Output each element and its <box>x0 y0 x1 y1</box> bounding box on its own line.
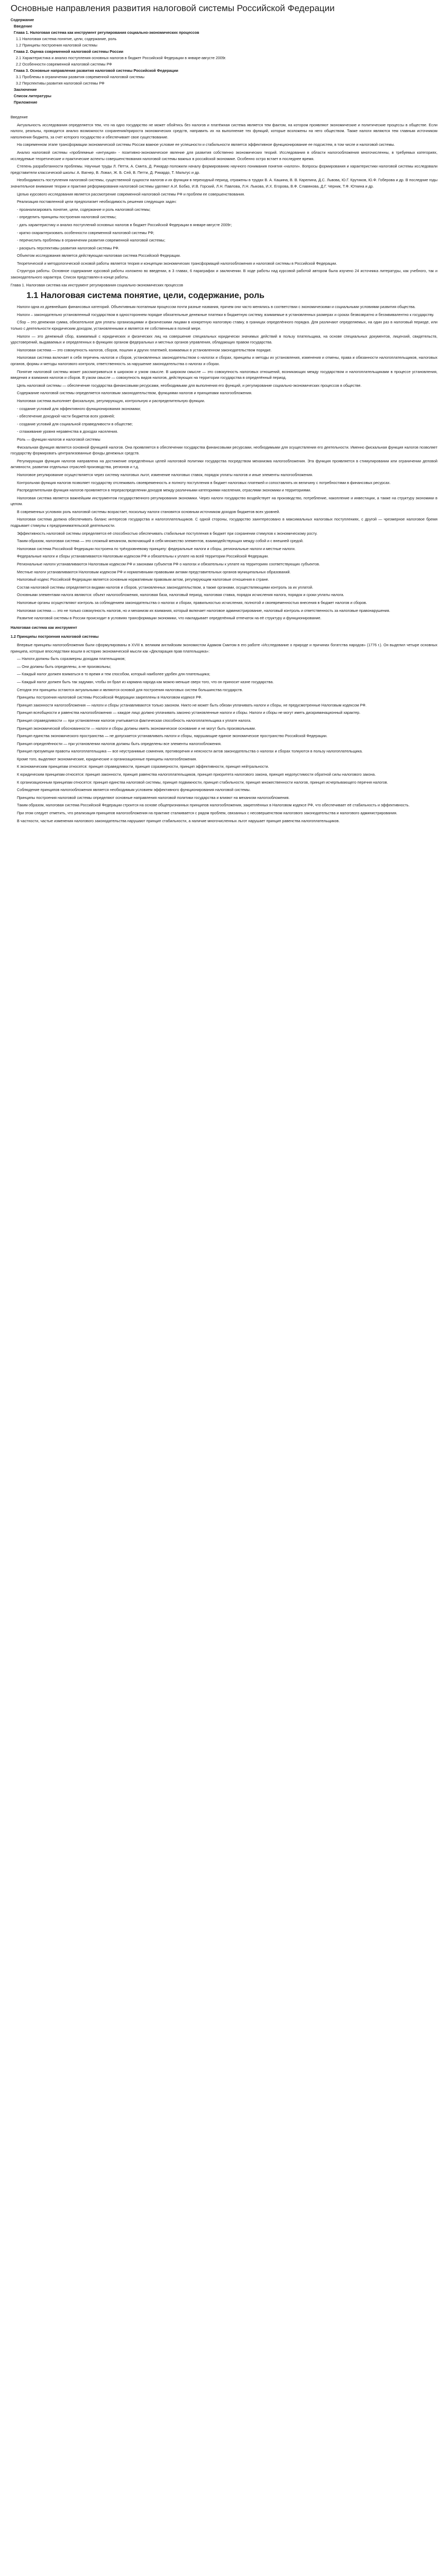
document-title: Основные направления развития налоговой системы Российской Федерации <box>11 3 335 13</box>
intro-paragraph: - кратко охарактеризовать особенности современной налоговой системы РФ; <box>17 230 154 235</box>
section-1-2-paragraph: — Каждый налог должен быть так задуман, чтобы он брал из кармана народа как можно меньше сверх того, что он приносит казне государства. <box>17 679 274 684</box>
section-1-2-paragraph: При этом следует отметить, что реализация принципов налогообложения на практике сталкивается с рядом проблем, связанных с несовершенством налогового законодательства и налогового администрирования. <box>17 811 397 816</box>
section-1-1-paragraph: Состав налоговой системы определяется видами налогов и сборов, установленных законодательством, а также органами, осуществляющими контроль за их уплатой. <box>17 584 313 590</box>
toc-item[interactable]: Список литературы <box>14 94 51 98</box>
section-1-1-paragraph: Налоговая система Российской Федерации построена по трёхуровневому принципу: федеральные налоги и сборы, региональные налоги и местные налоги. <box>17 546 296 551</box>
chapter1-breadcrumb: Глава 1. Налоговая система как инструмент регулирования социально-экономических процессов <box>11 282 184 287</box>
chapter1 <box>11 282 437 289</box>
intro-paragraph: Целью курсового исследования является рассмотрение современной налоговой системы РФ и проблем ее совершенствования. <box>17 191 245 197</box>
section-1-1-paragraph: Налоговая система является важнейшим инструментом государственного регулирования экономики. Через налоги государство воздействует на производство, потребление, накопление и инвестиции, а также на структуру экономики в целом. <box>11 495 437 507</box>
intro-paragraph: Необходимость поступления налоговой системы, существенной сущности налогов и их функции в переходный период, отражены в трудах В. А. Кашина, В. В. Карелина, Д.С. Львова, Ю.Г. Крутиков, Ю.Ф. Гоберова и др. В последние годы значительное внимание теории и практике реформирования налоговой системы уделяют А.И. Бобко, И.В. Горский, Л.Н. Павлова, Л.Н. Лыкова, И.Х. Егорова, В.Ф. Славянова, Д.Г. Черник, Т.Ф. Юткина и др. <box>11 178 437 189</box>
table-of-contents <box>11 17 437 110</box>
section-1-1-paragraph: Налоги — это денежный сбор, взимаемый с юридических и физических лиц на совершение специальных юридически значимых действий в пользу плательщика, на основе специальных документов, лицензий, свидетельств, удостоверений, выдаваемых и определенных в функциях органом федеральных и местных органов управления, обладающих правом государства. <box>11 333 437 345</box>
section-1-1-paragraph: Роль — функции налогов и налоговой системы <box>17 436 100 442</box>
section-1-2-paragraph: Принцип единства экономического пространства — не допускается устанавливать налоги и сборы, нарушающие единое экономическое пространство Российской Федерации. <box>17 733 328 739</box>
toc-item[interactable]: Глава 3. Основные направления развития налоговой системы Российской Федерации <box>14 68 178 73</box>
section-1-1-paragraph: Распределительная функция налогов проявляется в перераспределении доходов между различными категориями населения, отраслями экономики и территориями. <box>17 488 312 493</box>
section-1-1-body <box>11 304 437 621</box>
toc-item[interactable]: Введение <box>14 24 32 29</box>
section-1-2-paragraph: Принципы построения налоговой системы определяют основные направления налоговой политики государства и влияют на механизм налогообложения. <box>17 795 290 800</box>
section-1-1-paragraph: Налоговая система выполняет фискальную, регулирующую, контрольную и распределительную функции. <box>17 398 205 403</box>
toc-heading: Содержание <box>11 17 34 22</box>
section-1-2-paragraph: — Каждый налог должен взиматься в то время и тем способом, который наиболее удобен для плательщика; <box>17 672 211 677</box>
section-1-1-paragraph: - обеспечение доходной части бюджетов всех уровней; <box>17 414 115 419</box>
intro-paragraph: Объектом исследования является действующая налоговая система Российской Федерации. <box>17 253 181 258</box>
section-1-1-paragraph: Понятие налоговой системы может рассматриваться в широком и узком смысле. В широком смысле — это совокупность налоговых отношений, возникающих между государством и налогоплательщиками в процессе установления, введения и взимания налогов и сборов. В узком смысле — совокупность видов налогов, действующих на территории государства в определённый период. <box>11 369 437 380</box>
section-1-2-paragraph: Принцип законности налогообложения — налоги и сборы устанавливаются только законом. Никто не может быть обязан уплачивать налоги и сборы, не предусмотренные Налоговым кодексом РФ. <box>17 702 367 708</box>
section-1-2-paragraph: Принципы построения налоговой системы Российской Федерации закреплены в Налоговом кодексе РФ. <box>17 695 203 700</box>
section-1-2-paragraph: Сегодня эти принципы остаются актуальными и являются основой для построения налоговых систем большинства государств. <box>17 687 243 692</box>
section-1-1-paragraph: Сбор – это денежная сумма, обязательное для уплаты организациями и физическими лицами в конкретную налоговую ставку, в границах определённого порядка. Для различают определяемых, на один раз в налоговый периоде, или только с деятельности юридическим доходом, установленными и является ее собственным в полной мере. <box>11 320 437 331</box>
intro-paragraph: Структура работы. Основное содержание курсовой работы изложено во введении, в 3 главах, 6 параграфах и заключении. В ходе работы над курсовой работой автором была изучено 24 источника литературы, как учебного, так и законодательного характера. Список представлен в конце работы. <box>11 268 437 280</box>
section-1-1-paragraph: Налоговое регулирование осуществляется через систему налоговых льгот, изменение налоговых ставок, порядок уплаты налогов и иные элементы налогообложения. <box>17 472 313 477</box>
section-1-2-title: 1.2 Принципы построения налоговой системы <box>11 634 99 639</box>
intro-paragraph: - проанализировать понятие, цели, содержание и роль налоговой системы; <box>17 207 151 212</box>
section-1-1-paragraph: Налоговая система включает в себя перечень налогов и сборов, установленных законодательством о налогах и сборах, принципы и методы их установления, изменения и отмены, права и обязанности налогоплательщиков, налоговых органов, формы и методы налогового контроля, ответственность за нарушение законодательства о налогах и сборах. <box>11 355 437 366</box>
section-1-2-paragraph: Принцип экономической обоснованности — налоги и сборы должны иметь экономическое основание и не могут быть произвольными. <box>17 726 256 731</box>
section-1-1-paragraph: - сглаживание уровня неравенства в доходах населения. <box>17 429 118 434</box>
intro-paragraph: Реализация поставленной цели предполагает необходимость решения следующих задач: <box>17 199 177 204</box>
section-1-2-paragraph: — Они должны быть определены, а не произвольны; <box>17 664 112 669</box>
section-1-2-paragraph: Впервые принципы налогообложения были сформулированы в XVIII в. великим английским экономистом Адамом Смитом в его работе «Исследование о природе и причинах богатства народов» (1776 г.). Он выделил четыре основных принципа, которые впоследствии вошли в историю экономической мысли как «Декларация прав плательщика»: <box>11 642 437 654</box>
section-1-1-paragraph: - создание условий для социальной справедливости в обществе; <box>17 421 133 426</box>
section-1-2-paragraph: Кроме того, выделяют экономические, юридические и организационные принципы налогообложения. <box>17 756 197 761</box>
intro-paragraph: Анализ налоговой системы «проблемные «интуиция» - позитивно-экономическое явление для развития собственно экономических теорий. Исследования в области налогообложения многочисленны, в требуемых категориях, исследуемые теоретические и практические аспекты совершенствования налоговой системы важных в российской экономике. Особенно остро встает в последнее время. <box>11 150 437 161</box>
section-1-1-paragraph: Местные налоги устанавливаются Налоговым кодексом РФ и нормативными правовыми актами представительных органов муниципальных образований. <box>17 569 291 574</box>
section-1-1-paragraph: Таким образом, налоговая система — это сложный механизм, включающий в себя множество элементов, взаимодействующих между собой и с внешней средой. <box>17 538 304 544</box>
section-1-2 <box>11 625 437 824</box>
section-1-1-paragraph: Налоговая система должна обеспечивать баланс интересов государства и налогоплательщиков. С одной стороны, государство заинтересовано в максимальных налоговых поступлениях, с другой — чрезмерное налоговое бремя подрывает стимулы к предпринимательской деятельности. <box>11 517 437 528</box>
toc-item[interactable]: Заключение <box>14 87 37 92</box>
section-1-1-paragraph: Налоговый кодекс Российской Федерации является основным нормативным правовым актом, регулирующим налоговые отношения в стране. <box>17 577 269 582</box>
section-1-1-paragraph: Налоговая система — это не только совокупность налогов, но и механизм их взимания, который включает налоговое администрирование, налоговый контроль и ответственность за налоговые правонарушения. <box>17 608 390 613</box>
intro-paragraph: - дать характеристику и анализ поступлений основных налогов в бюджет Российской Федерации в январе-августе 2009г; <box>17 222 232 227</box>
section-1-2-paragraph: В частности, частые изменения налогового законодательства нарушают принцип стабильности, а наличие многочисленных льгот нарушает принцип равенства налогоплательщиков. <box>17 818 340 823</box>
section-1-2-paragraph: Принцип справедливости — при установлении налогов учитывается фактическая способность налогоплательщика к уплате налога. <box>17 718 252 723</box>
toc-item[interactable]: Глава 1. Налоговая система как инструмент регулирования социально-экономических процессов <box>14 30 199 35</box>
section-1-1-paragraph: Налоги одна из древнейших финансовых категорий. Объективным поэтапным процессом почти разные названия, причем они часто менялись в соответствии с экономическими и социальными условиями развития общества. <box>17 304 416 310</box>
section-1-2-paragraph: Принцип всеобщности и равенства налогообложения — каждое лицо должно уплачивать законно установленные налоги и сборы. Налоги и сборы не могут иметь дискриминационный характер. <box>17 710 361 715</box>
section-1-1-title: 1.1 Налоговая система понятие, цели, содержание, роль <box>26 291 264 301</box>
section-1-1-paragraph: Налоги – законодательно установленный государством в одностороннем порядке обязательные денежные платежи в бюджетную систему, взимаемые в установленных размерах и сроках безвозвратно и безэквивалентно к государству. <box>17 312 434 317</box>
section-1-1-paragraph: Регулирующая функция налогов направлена на достижение определённых целей налоговой политики государства посредством механизма налогообложения. Эта функция проявляется в стимулировании или ограничении деловой активности, развитии отдельных отраслей производства, регионов и т.д. <box>11 458 437 470</box>
intro-paragraph: - раскрыть перспективы развития налоговой системы РФ. <box>17 245 120 250</box>
section-1-1-paragraph: Цель налоговой системы — обеспечение государства финансовыми ресурсами, необходимыми для выполнения его функций, и регулирование социально-экономических процессов в обществе. <box>17 383 362 388</box>
section-1-2-paragraph: Соблюдение принципов налогообложения является необходимым условием эффективного функционирования налоговой системы. <box>17 787 251 793</box>
section-1-1-paragraph: - создание условий для эффективного функционирования экономики; <box>17 406 141 411</box>
intro-paragraph: - определить принципы построения налоговой системы; <box>17 215 116 220</box>
intro-paragraph: Теоретической и методологической основой работы является теория и концепции экономических трансформаций налогообложения и налоговой системы в Российской Федерации. <box>17 261 337 266</box>
section-1-1-paragraph: Развитие налоговой системы в России происходит в условиях трансформации экономики, что накладывает определённый отпечаток на её структуру и функционирование. <box>17 616 322 621</box>
section-1-1-paragraph: Контрольная функция налогов позволяет государству отслеживать своевременность и полноту поступления в бюджет налоговых платежей и сопоставлять их величину с потребностями в финансовых ресурсах. <box>17 480 391 485</box>
section-1-1-paragraph: Региональные налоги устанавливаются Налоговым кодексом РФ и законами субъектов РФ о налогах и обязательны к уплате на территориях соответствующих субъектов. <box>17 562 320 567</box>
toc-item[interactable]: 2.1 Характеристика и анализ поступления основных налогов в бюджет Российской Федерации в январе-августе 2009г. <box>16 55 226 60</box>
section-1-2-paragraph: К организационным принципам относятся: принцип единства налоговой системы, принцип подвижности, принцип стабильности, принцип множественности налогов, принцип исчерпывающего перечня налогов. <box>17 779 388 785</box>
section-1-2-paragraph: Принцип определённости — при установлении налогов должны быть определены все элементы налогообложения. <box>17 741 222 746</box>
section-1-1-paragraph: Налоговая система — это совокупность налогов, сборов, пошлин и других платежей, взимаемых в установленном законодательством порядке. <box>17 347 272 352</box>
section-1-2-paragraph: Принцип презумпции правоты налогоплательщика — все неустранимые сомнения, противоречия и неясности актов законодательства о налогах и сборах толкуются в пользу налогоплательщика. <box>17 749 363 754</box>
section-1-2-paragraph: Таким образом, налоговая система Российской Федерации строится на основе общепризнанных принципов налогообложения, закреплённых в Налоговом кодексе РФ, что обеспечивает её стабильность и эффективность. <box>17 803 410 808</box>
toc-item[interactable]: Приложение <box>14 100 38 105</box>
section-1-2-paragraph: — Налоги должны быть соразмерны доходам плательщиков; <box>17 656 126 662</box>
section-1-1-paragraph: Эффективность налоговой системы определяется её способностью обеспечивать стабильные поступления в бюджет при сохранении стимулов к экономическому росту. <box>17 531 318 536</box>
intro-paragraph: На современном этапе трансформации экономической системы России важное условие ее успешности и стабильности является эффективное функционирование ее подсистем, в том числе и налоговой системы. <box>17 142 395 147</box>
intro-paragraph: Актуальность исследования определяется тем, что на одно государство не может обойтись без налогов и платёжная система является тем фактом, на котором проявляют экономические и политические процессы в обществе. Если налоги, реальны, проводится анализ возможности сохранения/прироста экономических средств, направить их на выполнение тех функций, которые возложены на него обществом. Также налоги являются тем главным источником наполнения бюджета, за счет которого государство и обеспечивает свое существование. <box>11 122 437 140</box>
section-1-1-paragraph: Налоговые органы осуществляют контроль за соблюдением законодательства о налогах и сборах, правильностью исчисления, полнотой и своевременностью внесения в бюджет налогов и сборов. <box>17 600 367 605</box>
toc-item[interactable]: 1.1 Налоговая система понятие, цели, содержание, роль <box>16 36 117 41</box>
section-1-2-paragraph: К юридическим принципам относятся: принцип законности, принцип равенства налогоплательщиков, принцип приоритета налогового закона, принцип недопустимости обратной силы налогового закона. <box>17 772 376 777</box>
section-1-1-paragraph: Содержание налоговой системы определяется налоговым законодательством, функциями налогов и принципами налогообложения. <box>17 390 252 396</box>
intro-heading: Введение <box>11 115 28 119</box>
section-1-2-paragraph: К экономическим принципам относятся: принцип справедливости, принцип соразмерности, принцип эффективности, принцип нейтральности. <box>17 764 269 769</box>
section-1-1-paragraph: Федеральные налоги и сборы устанавливаются Налоговым кодексом РФ и обязательны к уплате на всей территории Российской Федерации. <box>17 554 269 559</box>
section-1-1-paragraph: Фискальная функция является основной функцией налогов. Она проявляется в обеспечении государства финансовыми ресурсами, необходимыми для осуществления его деятельности. Именно фискальная функция налогов позволяет государству формировать централизованные фонды денежных средств. <box>11 444 437 456</box>
intro-paragraph: - перечислить проблемы в ограничении развития современной налоговой системы; <box>17 238 166 243</box>
section-1-2-heading: Налоговая система как инструмент <box>11 625 77 630</box>
intro-section <box>11 114 437 281</box>
section-1-1-paragraph: В современных условиях роль налоговой системы возрастает, поскольку налоги становятся основным источником доходов бюджетов всех уровней. <box>17 509 280 514</box>
section-1-1-paragraph: Основными элементами налога являются: объект налогообложения, налоговая база, налоговый период, налоговая ставка, порядок исчисления налога, порядок и сроки уплаты налога. <box>17 592 344 598</box>
toc-item[interactable]: 3.1 Проблемы в ограничении развития современной налоговой системы <box>16 75 144 79</box>
intro-paragraph: Степень разработанности проблемы. Научные труды Л. Петти, А. Смита, Д. Рикардо положили началу формированию научного понимания понятия «налоги». Вопросы формирования и характеристики налоговой системы исследовали представители классической школы: А. Вагнер, В. Ловал, Ж. Б. Сей, В. Петти, Д. Рикардо, Т. Мальтус и др. <box>11 164 437 175</box>
toc-item[interactable]: 1.2 Принципы построения налоговой системы <box>16 43 97 48</box>
toc-item[interactable]: 2.2 Особенности современной налоговой системы РФ <box>16 62 112 67</box>
toc-item[interactable]: 3.2 Перспективы развития налоговой системы РФ <box>16 81 105 86</box>
document-page <box>5 0 443 824</box>
toc-item[interactable]: Глава 2. Оценка современной налоговой системы России <box>14 49 124 54</box>
